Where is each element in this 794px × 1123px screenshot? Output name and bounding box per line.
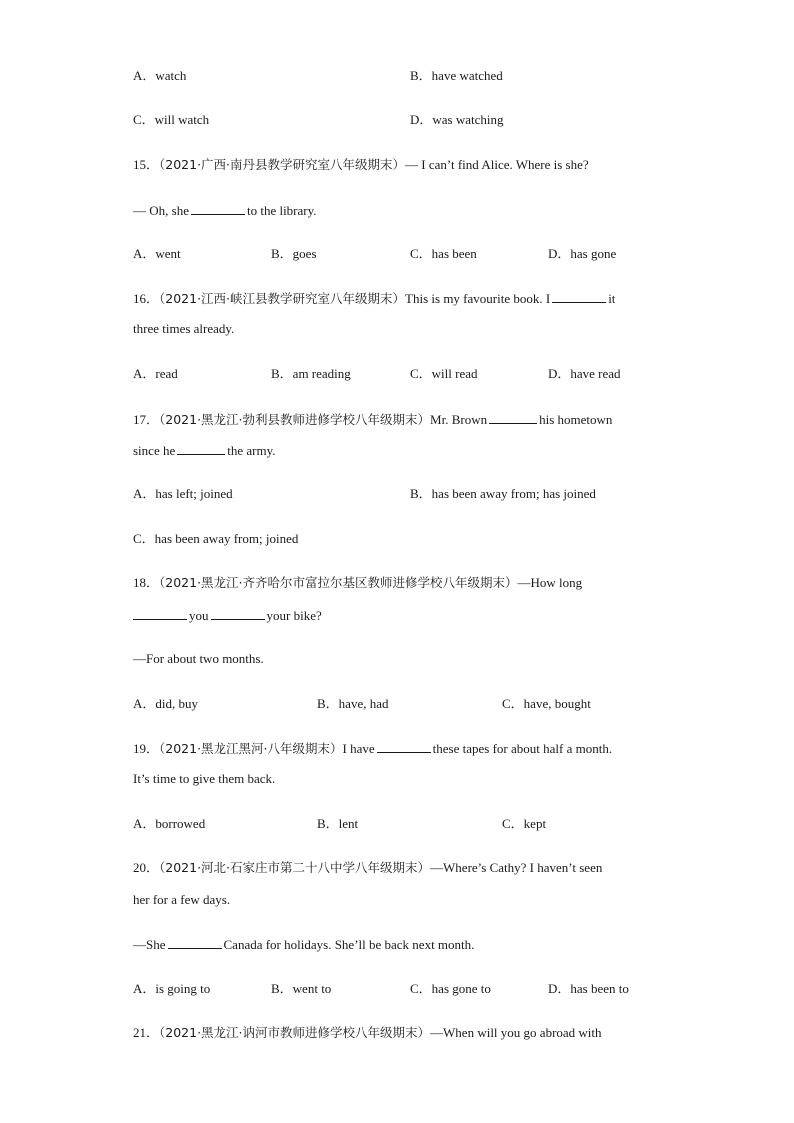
q16-option-a: A．read (133, 366, 178, 381)
q16-option-d: D．have read (548, 366, 621, 381)
q15-option-d: D．has gone (548, 246, 617, 261)
q18-stem-b-mid: you (189, 608, 209, 623)
q19-stem-a-pre: I have (342, 741, 375, 756)
answer-blank (168, 936, 222, 949)
q19-stem-line-1 (133, 740, 612, 757)
q16-option-b: B．am reading (271, 366, 351, 381)
q20-option-c: C．has gone to (410, 981, 491, 996)
q19-option-c: C．kept (502, 816, 547, 831)
q15-option-b: B．goes (271, 246, 317, 261)
q19-option-a: A．borrowed (133, 816, 206, 831)
q16-number: 16． (133, 291, 160, 306)
q16-stem-a-pre: This is my favourite book. I (405, 291, 551, 306)
q18-number: 18． (133, 575, 160, 590)
q16-stem-line-1 (133, 290, 615, 307)
q20-option-b: B．went to (271, 981, 332, 996)
q19-number: 19． (133, 741, 160, 756)
q17-stem-a-pre: Mr. Brown (430, 412, 488, 427)
q21-stem-line-1 (133, 1025, 602, 1041)
q20-stem-a: —Where’s Cathy? I haven’t seen (430, 860, 603, 875)
q18-option-a: A．did, buy (133, 696, 199, 711)
q21-source: （2021·黑龙江·讷河市教师进修学校八年级期末） (159, 1025, 431, 1040)
q17-stem-line-2 (133, 442, 275, 459)
answer-blank (191, 202, 245, 215)
q15-stem-b-post: to the library. (246, 203, 317, 218)
q20-stem-line-2: her for a few days. (133, 892, 231, 907)
answer-blank (133, 607, 187, 620)
q16-stem-line-2: three times already. (133, 321, 235, 336)
q18-stem-line-2 (133, 607, 322, 624)
q20-stem-line-1 (133, 860, 602, 876)
answer-blank (211, 607, 265, 620)
answer-blank (177, 442, 225, 455)
q15-stem-a: — I can’t find Alice. Where is she? (405, 157, 589, 172)
q17-option-b: B．has been away from; has joined (410, 486, 596, 501)
q18-stem-b-post: your bike? (266, 608, 322, 623)
prev-option-c: C．will watch (133, 112, 210, 127)
q20-option-d: D．has been to (548, 981, 629, 996)
q19-stem-a-post: these tapes for about half a month. (432, 741, 613, 756)
answer-blank (552, 290, 606, 303)
q17-number: 17． (133, 412, 160, 427)
q20-stem-line-3 (133, 936, 474, 953)
q17-option-a: A．has left; joined (133, 486, 233, 501)
q15-number: 15． (133, 157, 160, 172)
q17-source: （2021·黑龙江·勃利县教师进修学校八年级期末） (159, 412, 431, 427)
q18-source: （2021·黑龙江·齐齐哈尔市富拉尔基区教师进修学校八年级期末） (159, 575, 518, 590)
q15-option-a: A．went (133, 246, 181, 261)
answer-blank (377, 740, 431, 753)
q18-stem-a: —How long (517, 575, 583, 590)
q19-source: （2021·黑龙江黑河·八年级期末） (159, 741, 343, 756)
q16-option-c: C．will read (410, 366, 478, 381)
q20-option-a: A．is going to (133, 981, 211, 996)
q21-stem-a: —When will you go abroad with (430, 1025, 602, 1040)
q21-number: 21． (133, 1025, 160, 1040)
q20-number: 20． (133, 860, 160, 875)
prev-option-a: A．watch (133, 68, 187, 83)
q18-stem-line-3: —For about two months. (133, 651, 264, 666)
prev-option-d: D．was watching (410, 112, 504, 127)
q17-option-c: C．has been away from; joined (133, 531, 299, 546)
q16-source: （2021·江西·峡江县教学研究室八年级期末） (159, 291, 406, 306)
q18-option-c: C．have, bought (502, 696, 591, 711)
q19-stem-line-2: It’s time to give them back. (133, 771, 276, 786)
q15-source: （2021·广西·南丹县教学研究室八年级期末） (159, 157, 406, 172)
q17-stem-a-post: his hometown (539, 412, 613, 427)
q17-stem-line-1 (133, 411, 612, 428)
prev-option-b: B．have watched (410, 68, 503, 83)
q17-stem-b-post: the army. (227, 443, 276, 458)
q18-stem-line-1 (133, 575, 582, 591)
q15-stem-b-pre: — Oh, she (133, 203, 189, 218)
q17-stem-b-pre: since he (133, 443, 176, 458)
q18-option-b: B．have, had (317, 696, 389, 711)
q20-source: （2021·河北·石家庄市第二十八中学八年级期末） (159, 860, 431, 875)
q20-stem-c-post: Canada for holidays. She’ll be back next month. (223, 937, 475, 952)
q20-stem-c-pre: —She (133, 937, 166, 952)
q15-option-c: C．has been (410, 246, 477, 261)
q16-stem-a-post: it (608, 291, 616, 306)
q19-option-b: B．lent (317, 816, 359, 831)
answer-blank (489, 411, 537, 424)
q15-stem-line-1 (133, 157, 589, 173)
q15-stem-line-2 (133, 202, 317, 219)
